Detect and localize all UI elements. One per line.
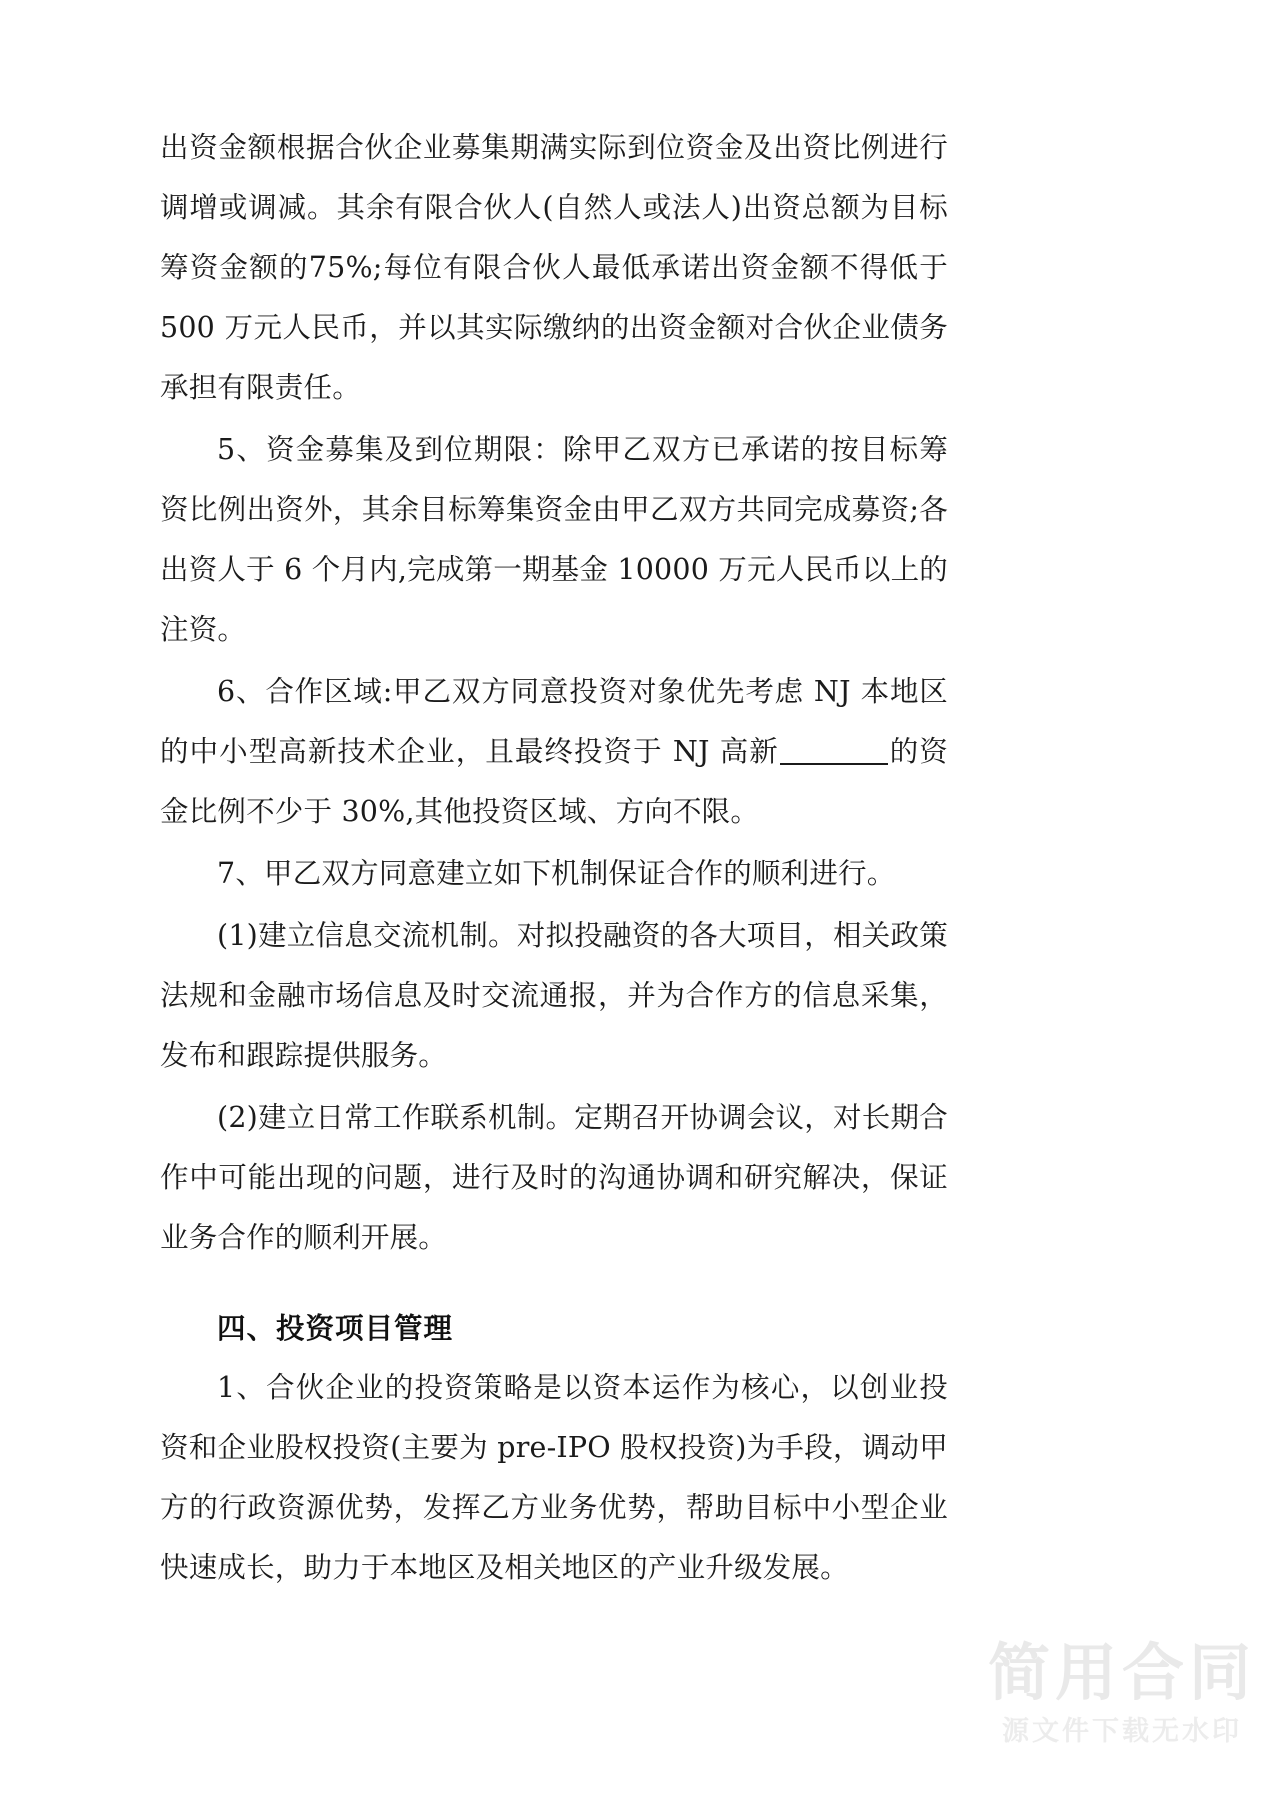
paragraph-section-4-item-1: 1、合伙企业的投资策略是以资本运作为核心，以创业投资和企业股权投资(主要为 pre-IPO 股权投资)为手段，调动甲方的行政资源优势，发挥乙方业务优势，帮助目标中小型企业快速成长，助力于本地区及相关地区的产业升级发展。 (160, 1371, 948, 1584)
paragraph-item-4-continued: 出资金额根据合伙企业募集期满实际到位资金及出资比例进行调增或调减。其余有限合伙人(自然人或法人)出资总额为目标筹资金额的75%;每位有限合伙人最低承诺出资金额不得低于 500 万元人民币，并以其实际缴纳的出资金额对合伙企业债务承担有限责任。 (160, 131, 948, 404)
paragraph-item-6 (160, 662, 948, 842)
paragraph-item-7-sub-1: (1)建立信息交流机制。对拟投融资的各大项目，相关政策法规和金融市场信息及时交流通报，并为合作方的信息采集，发布和跟踪提供服务。 (160, 919, 948, 1072)
watermark (988, 1638, 1256, 1752)
section-heading-four: 四、投资项目管理 (217, 1311, 454, 1345)
paragraph-item-7: 7、甲乙双方同意建立如下机制保证合作的顺利进行。 (217, 857, 896, 890)
item-6-text-before-blank: 6、合作区域:甲乙双方同意投资对象优先考虑 NJ 本地区的中小型高新技术企业，且最终投资于 NJ 高新 (160, 675, 948, 768)
watermark-main-text: 简用合同 (987, 1636, 1256, 1709)
watermark-sub-text: 源文件下载无水印 (1001, 1716, 1242, 1747)
document-text-body (160, 118, 948, 1598)
paragraph-item-5: 5、资金募集及到位期限：除甲乙双方已承诺的按目标筹资比例出资外，其余目标筹集资金由甲乙双方共同完成募资;各出资人于 6 个月内,完成第一期基金 10000 万元人民币以上的注资。 (160, 433, 948, 646)
paragraph-item-7-sub-2: (2)建立日常工作联系机制。定期召开协调会议，对长期合作中可能出现的问题，进行及时的沟通协调和研究解决，保证业务合作的顺利开展。 (160, 1101, 948, 1254)
fill-in-blank-line[interactable] (780, 763, 888, 765)
item-6-text-after-blank: 的资金比例不少于 30%,其他投资区域、方向不限。 (160, 735, 948, 828)
section-spacer (160, 1268, 948, 1298)
